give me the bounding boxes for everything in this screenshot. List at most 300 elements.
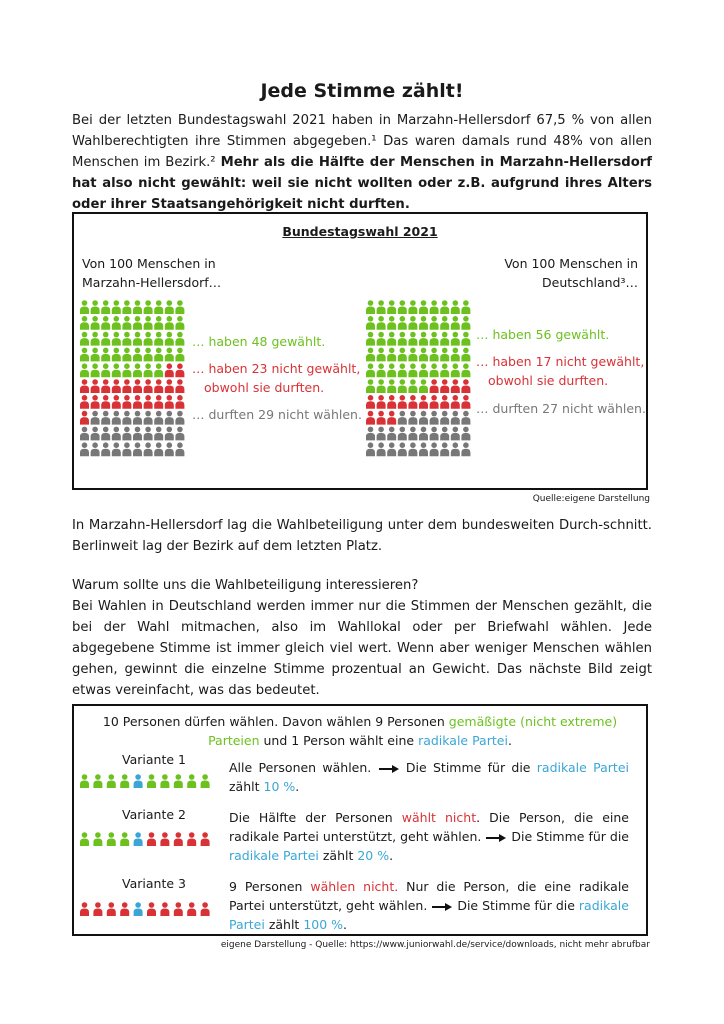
- person-icon: [165, 300, 174, 314]
- person-icon: [187, 774, 196, 788]
- person-icon: [398, 411, 407, 425]
- arrow-icon: [378, 764, 400, 774]
- person-icon: [419, 411, 428, 425]
- person-icon: [165, 395, 174, 409]
- person-icon: [144, 411, 153, 425]
- person-icon: [133, 395, 142, 409]
- person-icon: [122, 316, 131, 330]
- person-icon: [91, 363, 100, 377]
- person-icon: [80, 395, 89, 409]
- variant-3-label: Variante 3: [122, 876, 186, 891]
- graphic-title: Bundestagswahl 2021: [282, 224, 438, 239]
- person-icon: [80, 316, 89, 330]
- person-icon: [133, 379, 142, 393]
- person-icon: [461, 363, 470, 377]
- person-icon: [419, 348, 428, 362]
- person-icon: [91, 379, 100, 393]
- person-icon: [120, 832, 129, 846]
- variant-1-text: [229, 758, 629, 796]
- left-not-voted-line2: obwohl sie durften.: [204, 380, 325, 395]
- person-icon: [419, 379, 428, 393]
- person-icon: [165, 442, 174, 456]
- person-icon: [122, 427, 131, 441]
- person-icon: [419, 395, 428, 409]
- v3-t2: Nur die Person, die eine radikale Partei unterstützt, geht wählen.: [229, 879, 629, 913]
- person-icon: [80, 442, 89, 456]
- v3-t5: zählt: [264, 917, 304, 932]
- person-icon: [112, 411, 121, 425]
- person-icon: [133, 427, 142, 441]
- person-icon: [387, 300, 396, 314]
- v2-percent: 20 %: [357, 848, 390, 863]
- person-icon: [366, 363, 375, 377]
- person-icon: [154, 348, 163, 362]
- person-icon: [408, 411, 417, 425]
- person-icon: [144, 442, 153, 456]
- person-icon: [398, 316, 407, 330]
- person-icon: [366, 411, 375, 425]
- person-icon: [398, 442, 407, 456]
- person-icon: [93, 832, 102, 846]
- person-icon: [154, 363, 163, 377]
- person-icon: [451, 427, 460, 441]
- person-icon: [154, 442, 163, 456]
- person-icon: [451, 411, 460, 425]
- person-icon: [451, 332, 460, 346]
- intro-part-1: 10 Personen dürfen wählen. Davon wählen 9 Personen: [102, 714, 449, 729]
- person-icon: [387, 427, 396, 441]
- v1-percent: 10 %: [263, 779, 296, 794]
- person-icon: [430, 316, 439, 330]
- person-icon: [144, 316, 153, 330]
- intro-bold-text: Mehr als die Hälfte der Menschen in Marzahn-Hellersdorf hat also nicht gewählt: weil sie nicht wollten oder z.B. aufgrund ihres Alters oder ihrer Staatsangehörigkeit nicht durften.: [72, 155, 652, 212]
- person-icon: [451, 363, 460, 377]
- person-icon: [175, 442, 184, 456]
- person-icon: [112, 395, 121, 409]
- person-icon: [430, 348, 439, 362]
- person-icon: [160, 774, 169, 788]
- variant-2-text: [229, 808, 629, 865]
- person-icon: [440, 300, 449, 314]
- left-not-allowed-label: … durften 29 nicht wählen.: [192, 407, 362, 422]
- person-icon: [387, 411, 396, 425]
- person-icon: [91, 442, 100, 456]
- person-icon: [91, 411, 100, 425]
- right-people-icons: [366, 300, 476, 480]
- person-icon: [440, 427, 449, 441]
- person-icon: [175, 348, 184, 362]
- person-icon: [154, 411, 163, 425]
- person-icon: [201, 832, 210, 846]
- person-icon: [461, 316, 470, 330]
- person-icon: [165, 411, 174, 425]
- person-icon: [366, 332, 375, 346]
- variant-1-label: Variante 1: [122, 752, 186, 767]
- intro-text: Bei der letzten Bundestagswahl 2021 haben in Marzahn-Hellersdorf 67,5 % von allen Wahlberechtigten ihre Stimmen abgegeben.¹ Das waren damals rund 48% von allen Menschen im Bezirk.²: [72, 113, 652, 170]
- person-icon: [419, 427, 428, 441]
- person-icon: [112, 316, 121, 330]
- person-icon: [440, 348, 449, 362]
- person-icon: [398, 363, 407, 377]
- turnout-paragraph: In Marzahn-Hellersdorf lag die Wahlbeteiligung unter dem bundesweiten Durch-schnitt. Berlinweit lag der Bezirk auf dem letzten Platz.: [72, 518, 652, 554]
- person-icon: [419, 316, 428, 330]
- person-icon: [175, 379, 184, 393]
- person-icon: [91, 300, 100, 314]
- person-icon: [398, 348, 407, 362]
- person-icon: [107, 774, 116, 788]
- person-icon: [175, 332, 184, 346]
- person-icon: [122, 442, 131, 456]
- person-icon: [91, 427, 100, 441]
- person-icon: [101, 395, 110, 409]
- person-icon: [80, 902, 89, 916]
- intro-part-2: und 1 Person wählt eine: [259, 733, 419, 748]
- person-icon: [174, 774, 183, 788]
- right-voted-label: … haben 56 gewählt.: [476, 327, 610, 342]
- v3-t1: 9 Personen: [229, 879, 311, 894]
- v2-t1: Die Hälfte der Personen: [229, 810, 402, 825]
- person-icon: [430, 300, 439, 314]
- person-icon: [165, 379, 174, 393]
- person-icon: [91, 395, 100, 409]
- person-icon: [430, 427, 439, 441]
- left-header: [82, 254, 282, 292]
- person-icon: [101, 442, 110, 456]
- person-icon: [165, 316, 174, 330]
- v2-t5: zählt: [318, 848, 358, 863]
- variant-2-label: Variante 2: [122, 807, 186, 822]
- v2-t7: .: [389, 848, 394, 863]
- left-people-icons: [80, 300, 190, 480]
- variant-3-people: [80, 900, 220, 922]
- person-icon: [112, 427, 121, 441]
- person-icon: [451, 442, 460, 456]
- question-heading: Warum sollte uns die Wahlbeteiligung interessieren?: [72, 578, 419, 593]
- person-icon: [80, 427, 89, 441]
- person-icon: [366, 348, 375, 362]
- person-icon: [134, 774, 143, 788]
- person-icon: [440, 316, 449, 330]
- person-icon: [175, 363, 184, 377]
- person-icon: [107, 902, 116, 916]
- person-icon: [201, 902, 210, 916]
- person-icon: [430, 332, 439, 346]
- person-icon: [387, 379, 396, 393]
- person-icon: [91, 316, 100, 330]
- person-icon: [144, 332, 153, 346]
- person-icon: [122, 411, 131, 425]
- right-not-allowed-label: … durften 27 nicht wählen.: [476, 401, 646, 416]
- vote-weight-graphic: [72, 704, 648, 936]
- person-icon: [80, 332, 89, 346]
- person-icon: [101, 427, 110, 441]
- left-header-line1: Von 100 Menschen in: [82, 256, 216, 271]
- person-icon: [80, 348, 89, 362]
- v3-t3: Die Stimme für die: [457, 898, 579, 913]
- person-icon: [175, 316, 184, 330]
- person-icon: [419, 442, 428, 456]
- person-icon: [387, 363, 396, 377]
- v3-not-voting: wählen nicht.: [310, 879, 399, 894]
- left-not-voted-label: [192, 359, 360, 397]
- person-icon: [201, 774, 210, 788]
- person-icon: [120, 774, 129, 788]
- person-icon: [461, 332, 470, 346]
- person-icon: [133, 348, 142, 362]
- person-icon: [112, 379, 121, 393]
- person-icon: [101, 300, 110, 314]
- person-icon: [419, 300, 428, 314]
- right-not-voted-line2: obwohl sie durften.: [488, 373, 609, 388]
- person-icon: [112, 300, 121, 314]
- person-icon: [133, 363, 142, 377]
- person-icon: [461, 379, 470, 393]
- v2-radical-party: radikale Partei: [229, 848, 319, 863]
- person-icon: [122, 395, 131, 409]
- v2-t2: . Die Person, die eine radikale Partei unterstützt, geht wählen.: [229, 810, 629, 844]
- person-icon: [154, 316, 163, 330]
- person-icon: [430, 363, 439, 377]
- person-icon: [461, 411, 470, 425]
- person-icon: [147, 902, 156, 916]
- page-title: Jede Stimme zählt!: [260, 80, 464, 102]
- person-icon: [112, 442, 121, 456]
- person-icon: [408, 363, 417, 377]
- variant-1-people: [80, 772, 220, 794]
- person-icon: [144, 348, 153, 362]
- person-icon: [80, 363, 89, 377]
- v1-t4: zählt: [229, 779, 264, 794]
- person-icon: [165, 363, 174, 377]
- intro-part-3: .: [507, 733, 512, 748]
- person-icon: [133, 442, 142, 456]
- person-icon: [451, 300, 460, 314]
- person-icon: [398, 395, 407, 409]
- person-icon: [440, 442, 449, 456]
- person-icon: [461, 348, 470, 362]
- person-icon: [93, 774, 102, 788]
- person-icon: [408, 427, 417, 441]
- person-icon: [451, 348, 460, 362]
- person-icon: [451, 379, 460, 393]
- person-icon: [366, 300, 375, 314]
- person-icon: [398, 379, 407, 393]
- person-icon: [461, 442, 470, 456]
- person-icon: [187, 902, 196, 916]
- person-icon: [408, 348, 417, 362]
- person-icon: [80, 379, 89, 393]
- person-icon: [165, 348, 174, 362]
- person-icon: [387, 395, 396, 409]
- intro-paragraph: [72, 110, 652, 215]
- person-icon: [175, 427, 184, 441]
- person-icon: [80, 411, 89, 425]
- person-icon: [101, 348, 110, 362]
- person-icon: [440, 379, 449, 393]
- person-icon: [144, 395, 153, 409]
- person-icon: [122, 332, 131, 346]
- person-icon: [133, 300, 142, 314]
- person-icon: [430, 395, 439, 409]
- person-icon: [147, 832, 156, 846]
- person-icon: [440, 395, 449, 409]
- person-icon: [112, 363, 121, 377]
- person-icon: [133, 316, 142, 330]
- person-icon: [101, 363, 110, 377]
- source-note-2: eigene Darstellung - Quelle: https://www.juniorwahl.de/service/downloads, nicht mehr abrufbar: [220, 940, 650, 950]
- person-icon: [461, 300, 470, 314]
- person-icon: [175, 395, 184, 409]
- person-icon: [451, 316, 460, 330]
- person-icon: [144, 379, 153, 393]
- person-icon: [165, 332, 174, 346]
- person-icon: [120, 902, 129, 916]
- person-icon: [133, 332, 142, 346]
- person-icon: [408, 395, 417, 409]
- person-icon: [377, 300, 386, 314]
- variant-3-text: [229, 877, 629, 934]
- person-icon: [377, 379, 386, 393]
- person-icon: [398, 427, 407, 441]
- person-icon: [377, 442, 386, 456]
- person-icon: [408, 379, 417, 393]
- person-icon: [419, 332, 428, 346]
- person-icon: [440, 332, 449, 346]
- person-icon: [122, 363, 131, 377]
- person-icon: [80, 774, 89, 788]
- person-icon: [398, 300, 407, 314]
- person-icon: [387, 316, 396, 330]
- right-not-voted-line1: … haben 17 nicht gewählt,: [476, 354, 645, 369]
- person-icon: [377, 332, 386, 346]
- person-icon: [430, 442, 439, 456]
- person-icon: [133, 411, 142, 425]
- person-icon: [154, 332, 163, 346]
- person-icon: [377, 427, 386, 441]
- person-icon: [165, 427, 174, 441]
- left-not-voted-line1: … haben 23 nicht gewählt,: [192, 361, 361, 376]
- person-icon: [122, 379, 131, 393]
- vote-weight-intro: [84, 712, 636, 750]
- person-icon: [101, 332, 110, 346]
- v2-not-voting: wählt nicht: [401, 810, 477, 825]
- intro-radical-party: radikale Partei: [418, 733, 508, 748]
- person-icon: [408, 332, 417, 346]
- person-icon: [112, 332, 121, 346]
- person-icon: [154, 395, 163, 409]
- person-icon: [440, 411, 449, 425]
- person-icon: [366, 395, 375, 409]
- person-icon: [408, 442, 417, 456]
- person-icon: [430, 411, 439, 425]
- person-icon: [91, 348, 100, 362]
- person-icon: [408, 316, 417, 330]
- person-icon: [93, 902, 102, 916]
- person-icon: [451, 395, 460, 409]
- person-icon: [112, 348, 121, 362]
- person-icon: [175, 300, 184, 314]
- person-icon: [144, 427, 153, 441]
- person-icon: [160, 832, 169, 846]
- person-icon: [122, 300, 131, 314]
- person-icon: [101, 379, 110, 393]
- person-icon: [134, 902, 143, 916]
- v1-radical-party: radikale Partei: [536, 760, 629, 775]
- v3-radical-party: radikale Partei: [229, 898, 629, 932]
- right-header-line2: Deutschland³…: [542, 275, 638, 290]
- right-header: [438, 254, 638, 292]
- person-icon: [174, 832, 183, 846]
- arrow-icon: [485, 833, 507, 843]
- person-icon: [144, 300, 153, 314]
- person-icon: [122, 348, 131, 362]
- person-icon: [430, 379, 439, 393]
- person-icon: [366, 442, 375, 456]
- variant-2-people: [80, 830, 220, 852]
- person-icon: [187, 832, 196, 846]
- person-icon: [419, 363, 428, 377]
- person-icon: [366, 427, 375, 441]
- person-icon: [134, 832, 143, 846]
- left-header-line2: Marzahn-Hellersdorf…: [82, 275, 222, 290]
- person-icon: [366, 316, 375, 330]
- source-note-1: Quelle:eigene Darstellung: [532, 494, 650, 504]
- person-icon: [387, 332, 396, 346]
- intro-moderate-parties: gemäßigte (nicht extreme) Parteien: [208, 714, 618, 748]
- person-icon: [366, 379, 375, 393]
- v3-percent: 100 %: [303, 917, 344, 932]
- person-icon: [154, 379, 163, 393]
- v1-t6: .: [295, 779, 300, 794]
- explanation-paragraph: Bei Wahlen in Deutschland werden immer nur die Stimmen der Menschen gezählt, die bei der Wahl mitmachen, also im Wahllokal oder per Briefwahl wählen. Jede abgegebene Stimme ist immer gleich viel wert. Wenn aber weniger Menschen wählen gehen, gewinnt die einzelne Stimme prozentual an Gewicht. Das nächste Bild zeigt etwas vereinfacht, was das bedeutet.: [72, 599, 652, 698]
- person-icon: [408, 300, 417, 314]
- person-icon: [154, 300, 163, 314]
- person-icon: [377, 363, 386, 377]
- right-header-line1: Von 100 Menschen in: [504, 256, 638, 271]
- person-icon: [101, 316, 110, 330]
- person-icon: [147, 774, 156, 788]
- person-icon: [91, 332, 100, 346]
- person-icon: [377, 411, 386, 425]
- person-icon: [440, 363, 449, 377]
- person-icon: [398, 332, 407, 346]
- person-icon: [377, 395, 386, 409]
- person-icon: [144, 363, 153, 377]
- right-not-voted-label: [476, 352, 644, 390]
- v1-t2: Die Stimme für die: [405, 760, 537, 775]
- person-icon: [377, 316, 386, 330]
- person-icon: [377, 348, 386, 362]
- person-icon: [461, 395, 470, 409]
- person-icon: [80, 300, 89, 314]
- v3-t7: .: [343, 917, 348, 932]
- person-icon: [461, 427, 470, 441]
- person-icon: [107, 832, 116, 846]
- person-icon: [174, 902, 183, 916]
- person-icon: [80, 832, 89, 846]
- person-icon: [101, 411, 110, 425]
- person-icon: [387, 348, 396, 362]
- voter-turnout-graphic: [72, 212, 648, 490]
- person-icon: [175, 411, 184, 425]
- person-icon: [160, 902, 169, 916]
- arrow-icon: [431, 902, 453, 912]
- person-icon: [387, 442, 396, 456]
- v2-t3: Die Stimme für die: [511, 829, 629, 844]
- person-icon: [154, 427, 163, 441]
- v1-t1: Alle Personen wählen.: [229, 760, 372, 775]
- left-voted-label: … haben 48 gewählt.: [192, 334, 326, 349]
